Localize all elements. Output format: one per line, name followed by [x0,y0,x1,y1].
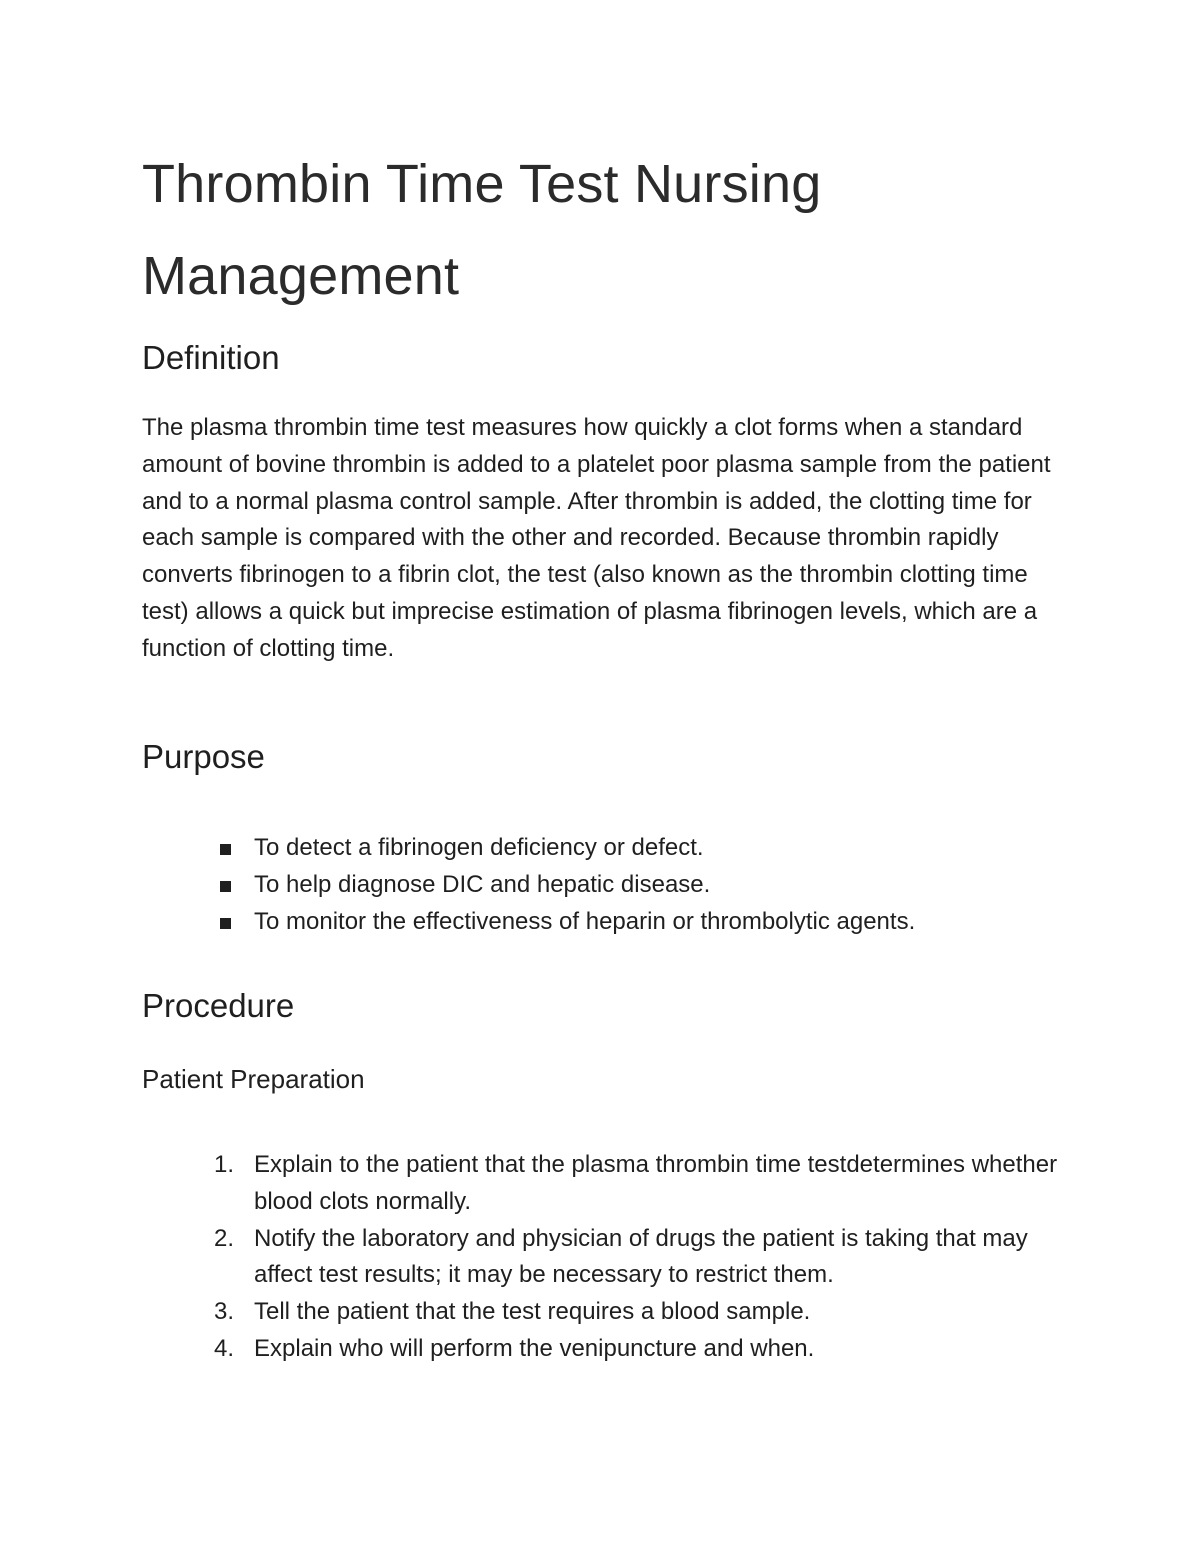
preparation-list-item [142,1147,1072,1221]
patient-preparation-list [142,1147,1072,1368]
definition-paragraph: The plasma thrombin time test measures how quickly a clot forms when a standard amount of bovine thrombin is added to a platelet poor plasma sample from the patient and to a normal plasma control sample. After thrombin is added, the clotting time for each sample is compared with the other and recorded. Because thrombin rapidly converts fibrinogen to a fibrin clot, the test (also known as the thrombin clotting time test) allows a quick but imprecise estimation of plasma fibrinogen levels, which are a function of clotting time. [142,414,1051,662]
list-number: 2. [214,1224,235,1252]
purpose-list-item [142,830,1072,867]
purpose-item-text: To monitor the effectiveness of heparin or thrombolytic agents. [254,907,916,935]
preparation-list-item [142,1221,1072,1295]
purpose-list-item [142,867,1072,904]
square-bullet-icon [220,844,231,855]
purpose-item-text: To detect a fibrinogen deficiency or defect. [254,834,704,861]
preparation-list-item [142,1331,1072,1368]
patient-preparation-heading: Patient Preparation [142,1064,365,1094]
preparation-item-text: Explain who will perform the venipuncture and when. [254,1334,815,1362]
list-number: 1. [214,1151,235,1178]
procedure-heading: Procedure [142,987,295,1024]
preparation-item-text: Tell the patient that the test requires a blood sample. [254,1298,811,1326]
preparation-item-text: Notify the laboratory and physician of drugs the patient is taking that may affect test results; it may be necessary to restrict them. [254,1224,1028,1289]
preparation-list-item [142,1294,1072,1331]
definition-heading: Definition [142,339,280,376]
square-bullet-icon [220,881,231,892]
purpose-item-text: To help diagnose DIC and hepatic disease. [254,870,711,898]
purpose-list-item [142,904,1072,941]
square-bullet-icon [220,918,231,929]
document-title: Thrombin Time Test Nursing Management [142,154,822,306]
list-number: 4. [214,1334,235,1362]
list-number: 3. [214,1298,235,1326]
purpose-heading: Purpose [142,738,265,775]
preparation-item-text: Explain to the patient that the plasma thrombin time testdetermines whether blood clots normally. [254,1151,1058,1215]
purpose-list [142,830,1072,940]
